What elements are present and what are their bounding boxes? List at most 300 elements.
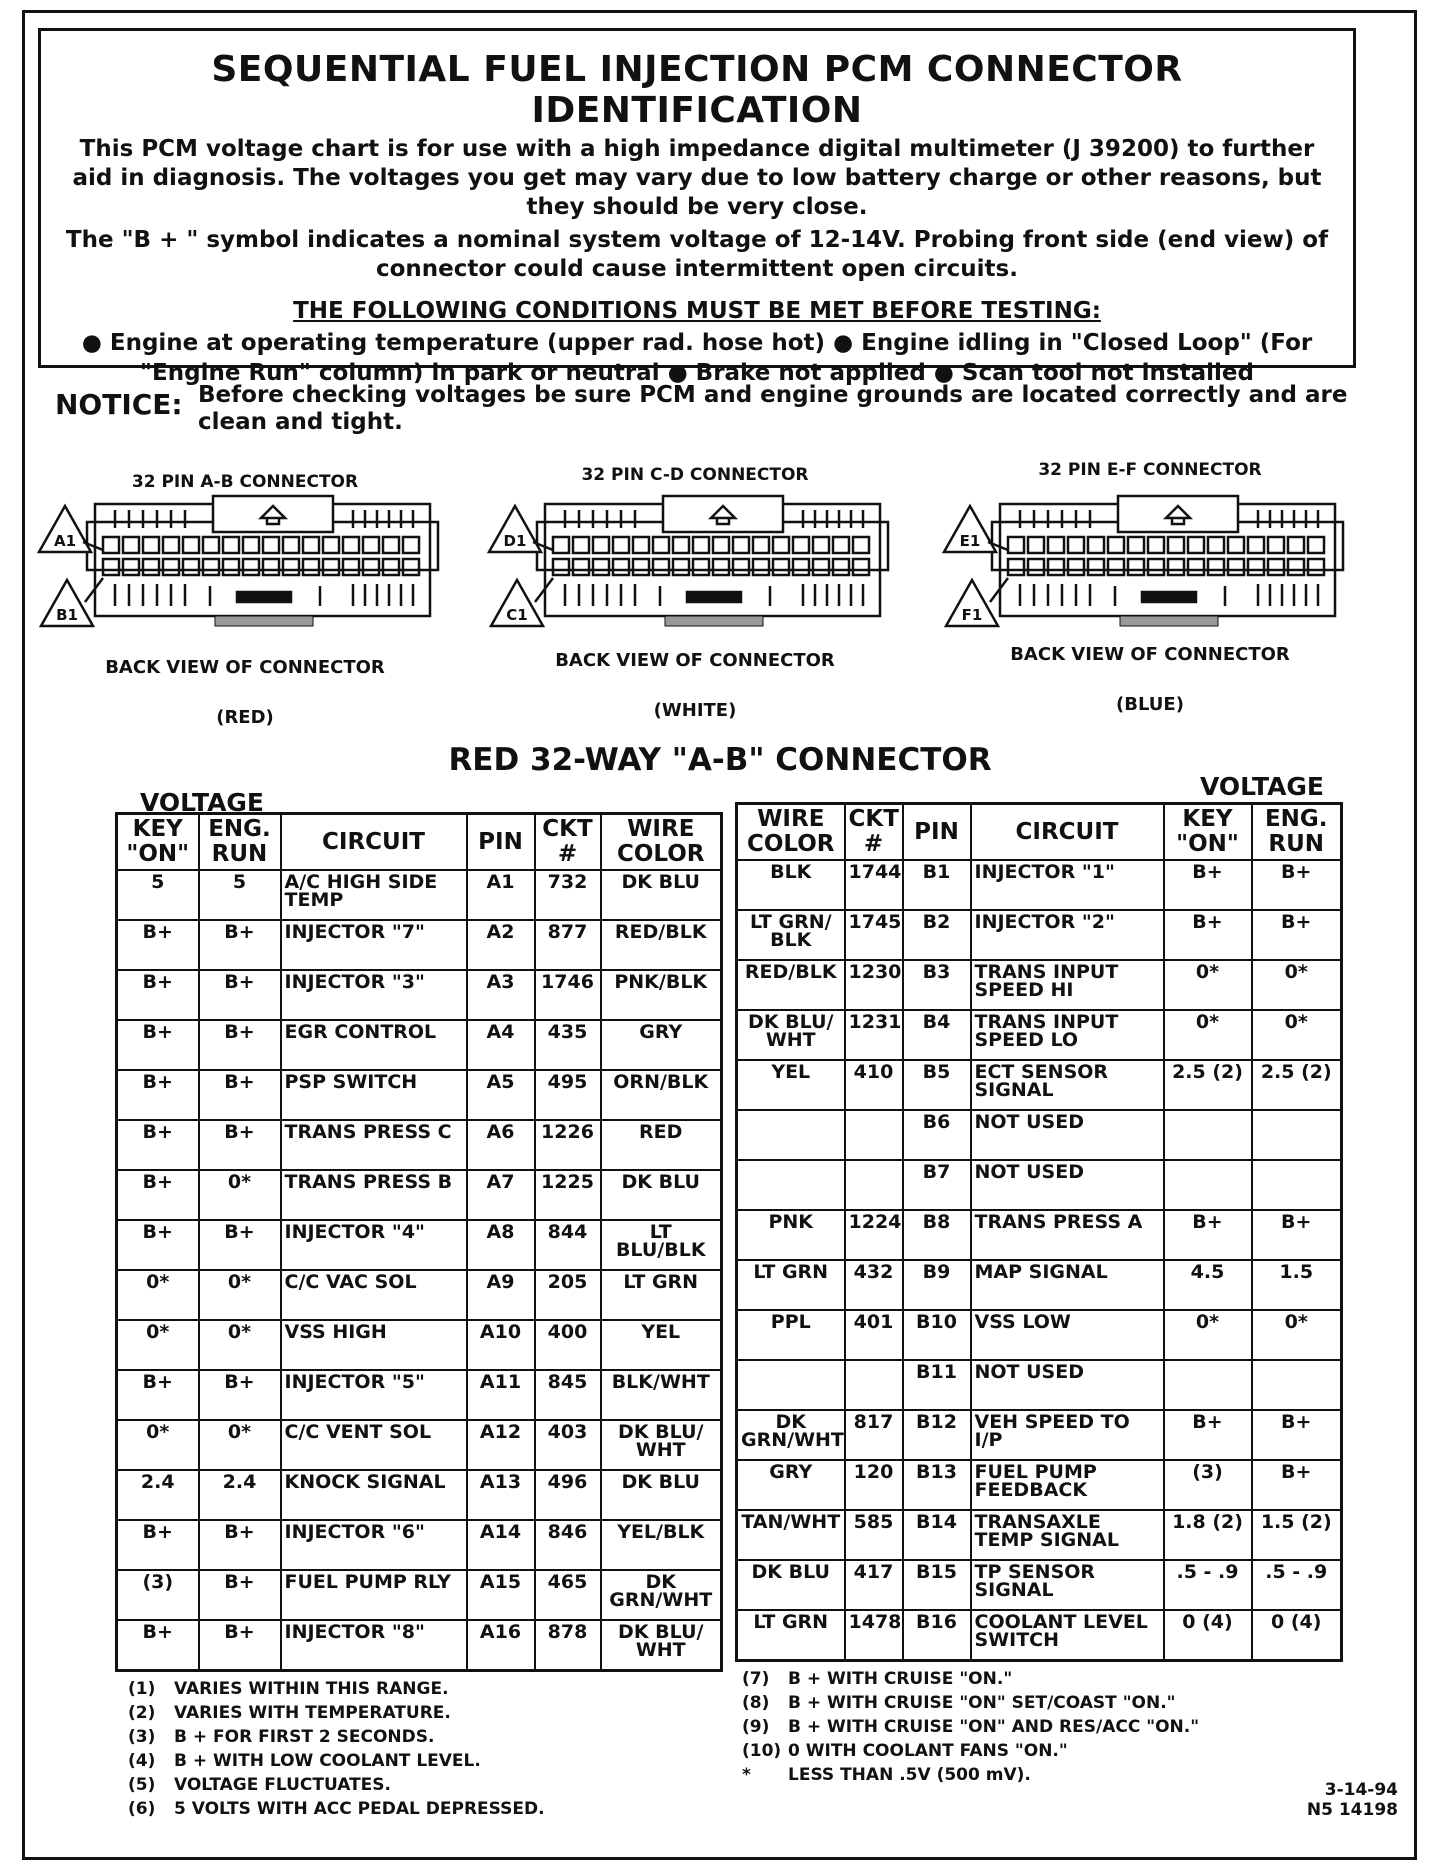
pin-cavity bbox=[203, 537, 219, 553]
pin-id: A16 bbox=[467, 1620, 535, 1671]
table-row bbox=[737, 1210, 1342, 1260]
circuit-name: INJECTOR "7" bbox=[281, 920, 467, 970]
wire-color: YEL bbox=[737, 1060, 845, 1110]
eng-run-voltage: 5 bbox=[199, 870, 281, 920]
pin-cavity bbox=[1048, 537, 1064, 553]
pin-cavity bbox=[1208, 537, 1224, 553]
circuit-name: EGR CONTROL bbox=[281, 1020, 467, 1070]
wire-color: GRY bbox=[601, 1020, 722, 1070]
pin-cavity bbox=[363, 559, 379, 575]
key-on-voltage: B+ bbox=[1164, 1210, 1252, 1260]
pin-cavity bbox=[1168, 559, 1184, 575]
section-title: RED 32-WAY "A-B" CONNECTOR bbox=[448, 742, 992, 778]
circuit-number: 400 bbox=[535, 1320, 601, 1370]
eng-run-voltage: B+ bbox=[1252, 1460, 1342, 1510]
circuit-number bbox=[845, 1110, 903, 1160]
pin-cavity bbox=[853, 537, 869, 553]
connector-ab-diagram bbox=[35, 462, 455, 732]
pin-id: A8 bbox=[467, 1220, 535, 1270]
table-row bbox=[737, 1110, 1342, 1160]
pin-cavity bbox=[1188, 559, 1204, 575]
connector-drawing bbox=[485, 482, 905, 652]
pin-cavity bbox=[653, 559, 669, 575]
pin-id: A14 bbox=[467, 1520, 535, 1570]
eng-run-voltage: 0* bbox=[199, 1420, 281, 1470]
table-row bbox=[117, 1570, 722, 1620]
circuit-number: 1745 bbox=[845, 910, 903, 960]
circuit-number: 1226 bbox=[535, 1120, 601, 1170]
pin-cavity bbox=[183, 559, 199, 575]
connector-heading: 32 PIN E-F CONNECTOR bbox=[1038, 460, 1262, 480]
header-wire-color: WIRE COLOR bbox=[601, 814, 722, 871]
circuit-number: 435 bbox=[535, 1020, 601, 1070]
table-row bbox=[737, 1510, 1342, 1560]
key-on-voltage: B+ bbox=[117, 1170, 199, 1220]
key-on-voltage: B+ bbox=[117, 970, 199, 1020]
key-on-voltage: B+ bbox=[117, 1120, 199, 1170]
circuit-name: C/C VENT SOL bbox=[281, 1420, 467, 1470]
pin-id: A4 bbox=[467, 1020, 535, 1070]
footnotes-right bbox=[742, 1667, 1199, 1787]
pin-cavity bbox=[383, 559, 399, 575]
wire-color: TAN/WHT bbox=[737, 1510, 845, 1560]
pin-id: A1 bbox=[467, 870, 535, 920]
connector-cd-diagram bbox=[485, 462, 905, 732]
pin-cavity bbox=[693, 537, 709, 553]
pin-id: B8 bbox=[903, 1210, 971, 1260]
key-on-voltage: 0* bbox=[1164, 1010, 1252, 1060]
wire-color: LT BLU/BLK bbox=[601, 1220, 722, 1270]
circuit-name: FUEL PUMP RLY bbox=[281, 1570, 467, 1620]
key-on-voltage: 0* bbox=[117, 1320, 199, 1370]
footnote-number: (8) bbox=[742, 1693, 770, 1713]
table-row bbox=[117, 1370, 722, 1420]
stamp-date: 3-14-94 bbox=[1324, 1780, 1398, 1800]
pin-cavity bbox=[143, 537, 159, 553]
footnote-number: (10) bbox=[742, 1741, 782, 1761]
pin-cavity bbox=[833, 559, 849, 575]
circuit-name: NOT USED bbox=[971, 1160, 1164, 1210]
eng-run-voltage: 1.5 (2) bbox=[1252, 1510, 1342, 1560]
key-on-voltage: B+ bbox=[1164, 1410, 1252, 1460]
table-row bbox=[117, 1220, 722, 1270]
pin-id: B5 bbox=[903, 1060, 971, 1110]
table-row bbox=[737, 1410, 1342, 1460]
pin-cavity bbox=[1048, 559, 1064, 575]
circuit-number bbox=[845, 1360, 903, 1410]
pin-cavity bbox=[1128, 559, 1144, 575]
wire-color: PNK bbox=[737, 1210, 845, 1260]
circuit-number: 410 bbox=[845, 1060, 903, 1110]
pin-cavity bbox=[143, 559, 159, 575]
pin-cavity bbox=[593, 559, 609, 575]
pin-cavity bbox=[1008, 559, 1024, 575]
pin-cavity bbox=[223, 537, 239, 553]
notice-text: Before checking voltages be sure PCM and engine grounds are located correctly and are clean and tight. bbox=[198, 382, 1348, 435]
eng-run-voltage: B+ bbox=[1252, 910, 1342, 960]
pin-id: A2 bbox=[467, 920, 535, 970]
pin-cavity bbox=[383, 537, 399, 553]
key-on-voltage bbox=[1164, 1360, 1252, 1410]
pin-cavity bbox=[1308, 537, 1324, 553]
footnote bbox=[128, 1749, 545, 1773]
wire-color: GRY bbox=[737, 1460, 845, 1510]
table-row bbox=[117, 1270, 722, 1320]
pin-cavity bbox=[713, 537, 729, 553]
eng-run-voltage: B+ bbox=[1252, 860, 1342, 910]
table-row bbox=[737, 1060, 1342, 1110]
pin-id: A6 bbox=[467, 1120, 535, 1170]
footnote-number: (4) bbox=[128, 1751, 156, 1771]
eng-run-voltage bbox=[1252, 1360, 1342, 1410]
circuit-number: 432 bbox=[845, 1260, 903, 1310]
key-on-voltage: B+ bbox=[117, 1070, 199, 1120]
footnote-text: B + WITH CRUISE "ON" SET/COAST "ON." bbox=[788, 1693, 1176, 1713]
circuit-number: 1224 bbox=[845, 1210, 903, 1260]
pin-cavity bbox=[1148, 537, 1164, 553]
circuit-number: 844 bbox=[535, 1220, 601, 1270]
footnote-text: VARIES WITHIN THIS RANGE. bbox=[174, 1679, 449, 1699]
eng-run-voltage: B+ bbox=[199, 920, 281, 970]
wire-color: ORN/BLK bbox=[601, 1070, 722, 1120]
table-row bbox=[117, 1070, 722, 1120]
pin-cavity bbox=[1268, 537, 1284, 553]
footnote-number: (6) bbox=[128, 1799, 156, 1819]
pin-cavity bbox=[243, 559, 259, 575]
pin-cavity bbox=[1108, 537, 1124, 553]
pin-id: B4 bbox=[903, 1010, 971, 1060]
key-on-voltage: (3) bbox=[117, 1570, 199, 1620]
table-row bbox=[737, 1260, 1342, 1310]
wire-color: LT GRN bbox=[737, 1610, 845, 1661]
circuit-name: VSS HIGH bbox=[281, 1320, 467, 1370]
wire-color: DK BLU/ WHT bbox=[601, 1420, 722, 1470]
circuit-name: FUEL PUMP FEEDBACK bbox=[971, 1460, 1164, 1510]
table-row bbox=[117, 970, 722, 1020]
pin-cavity bbox=[1108, 559, 1124, 575]
pin-cavity bbox=[403, 559, 419, 575]
pin-id: B16 bbox=[903, 1610, 971, 1661]
circuit-name: VEH SPEED TO I/P bbox=[971, 1410, 1164, 1460]
pin-cavity bbox=[1068, 537, 1084, 553]
footnote bbox=[742, 1763, 1199, 1787]
footnote bbox=[128, 1773, 545, 1797]
table-row bbox=[117, 1320, 722, 1370]
pin-id: A10 bbox=[467, 1320, 535, 1370]
pin-id: B3 bbox=[903, 960, 971, 1010]
pin-cavity bbox=[303, 537, 319, 553]
eng-run-voltage bbox=[1252, 1160, 1342, 1210]
key-on-voltage: 0* bbox=[1164, 960, 1252, 1010]
pin-cavity bbox=[123, 559, 139, 575]
eng-run-voltage: B+ bbox=[199, 1520, 281, 1570]
footnote-number: (7) bbox=[742, 1669, 770, 1689]
pin-cavity bbox=[1008, 537, 1024, 553]
connector-drawing bbox=[35, 482, 455, 652]
pin-id: B2 bbox=[903, 910, 971, 960]
pin-cavity bbox=[343, 537, 359, 553]
circuit-number: 496 bbox=[535, 1470, 601, 1520]
circuit-name: INJECTOR "6" bbox=[281, 1520, 467, 1570]
circuit-number: 1225 bbox=[535, 1170, 601, 1220]
circuit-name: TRANS PRESS C bbox=[281, 1120, 467, 1170]
table-row bbox=[117, 1420, 722, 1470]
footnote bbox=[128, 1677, 545, 1701]
circuit-name: ECT SENSOR SIGNAL bbox=[971, 1060, 1164, 1110]
footnote-number: (9) bbox=[742, 1717, 770, 1737]
circuit-name: INJECTOR "3" bbox=[281, 970, 467, 1020]
pin-cavity bbox=[633, 559, 649, 575]
wire-color: DK GRN/WHT bbox=[737, 1410, 845, 1460]
eng-run-voltage: B+ bbox=[199, 1070, 281, 1120]
wire-color: YEL bbox=[601, 1320, 722, 1370]
eng-run-voltage: .5 - .9 bbox=[1252, 1560, 1342, 1610]
pin-label-top: E1 bbox=[959, 532, 981, 550]
pin-id: B13 bbox=[903, 1460, 971, 1510]
eng-run-voltage: 0 (4) bbox=[1252, 1610, 1342, 1661]
pin-cavity bbox=[103, 559, 119, 575]
pin-cavity bbox=[283, 537, 299, 553]
eng-run-voltage: B+ bbox=[199, 1570, 281, 1620]
pin-cavity bbox=[103, 537, 119, 553]
pin-cavity bbox=[853, 559, 869, 575]
circuit-number: 417 bbox=[845, 1560, 903, 1610]
wire-color: DK BLU/ WHT bbox=[737, 1010, 845, 1060]
pin-id: A5 bbox=[467, 1070, 535, 1120]
connector-heading: 32 PIN A-B CONNECTOR bbox=[131, 472, 359, 492]
table-row bbox=[117, 1120, 722, 1170]
pin-cavity bbox=[283, 559, 299, 575]
key-on-voltage bbox=[1164, 1160, 1252, 1210]
pin-id: B11 bbox=[903, 1360, 971, 1410]
wire-color: DK BLU bbox=[601, 1470, 722, 1520]
pin-cavity bbox=[1308, 559, 1324, 575]
table-row bbox=[737, 860, 1342, 910]
pin-cavity bbox=[1128, 537, 1144, 553]
footnote bbox=[742, 1739, 1199, 1763]
pin-cavity bbox=[593, 537, 609, 553]
circuit-name: MAP SIGNAL bbox=[971, 1260, 1164, 1310]
circuit-number: 732 bbox=[535, 870, 601, 920]
eng-run-voltage bbox=[1252, 1110, 1342, 1160]
connector-view-label: BACK VIEW OF CONNECTOR bbox=[105, 657, 385, 678]
pin-cavity bbox=[1228, 537, 1244, 553]
footnote-text: B + WITH LOW COOLANT LEVEL. bbox=[174, 1751, 481, 1771]
eng-run-voltage: B+ bbox=[199, 1620, 281, 1671]
pin-cavity bbox=[713, 559, 729, 575]
footnote-text: B + FOR FIRST 2 SECONDS. bbox=[174, 1727, 435, 1747]
footnote-text: VARIES WITH TEMPERATURE. bbox=[174, 1703, 451, 1723]
pin-cavity bbox=[753, 559, 769, 575]
wire-color: LT GRN bbox=[601, 1270, 722, 1320]
circuit-name: INJECTOR "2" bbox=[971, 910, 1164, 960]
pin-id: B1 bbox=[903, 860, 971, 910]
key-on-voltage: 5 bbox=[117, 870, 199, 920]
key-on-voltage: 1.8 (2) bbox=[1164, 1510, 1252, 1560]
key-on-voltage: 2.4 bbox=[117, 1470, 199, 1520]
conditions-text: ● Engine at operating temperature (upper rad. hose hot) ● Engine idling in "Closed Loop" (For "Engine Run" column) in park or neutral ● Brake not applied ● Scan tool not installed bbox=[81, 330, 1313, 386]
footnote-number: (5) bbox=[128, 1775, 156, 1795]
pin-id: A15 bbox=[467, 1570, 535, 1620]
pin-cavity bbox=[1088, 559, 1104, 575]
header-pin: PIN bbox=[467, 814, 535, 871]
eng-run-voltage: 2.5 (2) bbox=[1252, 1060, 1342, 1110]
pin-id: A11 bbox=[467, 1370, 535, 1420]
wire-color: BLK/WHT bbox=[601, 1370, 722, 1420]
eng-run-voltage: B+ bbox=[199, 1020, 281, 1070]
pin-cavity bbox=[1208, 559, 1224, 575]
header-key-on: KEY "ON" bbox=[117, 814, 199, 871]
footnote-text: B + WITH CRUISE "ON." bbox=[788, 1669, 1013, 1689]
connector-drawing bbox=[940, 482, 1360, 652]
pin-cavity bbox=[323, 559, 339, 575]
b-pins-table bbox=[735, 802, 1343, 1662]
footnote-text: 5 VOLTS WITH ACC PEDAL DEPRESSED. bbox=[174, 1799, 545, 1819]
pin-cavity bbox=[1168, 537, 1184, 553]
pin-cavity bbox=[773, 559, 789, 575]
pin-id: B9 bbox=[903, 1260, 971, 1310]
key-on-voltage: (3) bbox=[1164, 1460, 1252, 1510]
circuit-name: COOLANT LEVEL SWITCH bbox=[971, 1610, 1164, 1661]
wire-color: DK BLU/ WHT bbox=[601, 1620, 722, 1671]
key-on-voltage: B+ bbox=[117, 1520, 199, 1570]
pin-cavity bbox=[163, 537, 179, 553]
pin-cavity bbox=[323, 537, 339, 553]
circuit-name: INJECTOR "8" bbox=[281, 1620, 467, 1671]
circuit-number: 1230 bbox=[845, 960, 903, 1010]
circuit-number: 817 bbox=[845, 1410, 903, 1460]
pin-cavity bbox=[223, 559, 239, 575]
circuit-number: 877 bbox=[535, 920, 601, 970]
eng-run-voltage: B+ bbox=[1252, 1410, 1342, 1460]
pin-cavity bbox=[203, 559, 219, 575]
key-on-voltage: B+ bbox=[117, 1020, 199, 1070]
circuit-name: A/C HIGH SIDE TEMP bbox=[281, 870, 467, 920]
circuit-name: TRANS INPUT SPEED LO bbox=[971, 1010, 1164, 1060]
pin-label-top: A1 bbox=[53, 532, 77, 550]
eng-run-voltage: B+ bbox=[199, 1220, 281, 1270]
circuit-number: 401 bbox=[845, 1310, 903, 1360]
pin-id: A13 bbox=[467, 1470, 535, 1520]
circuit-name: VSS LOW bbox=[971, 1310, 1164, 1360]
circuit-number: 1231 bbox=[845, 1010, 903, 1060]
pin-cavity bbox=[1288, 559, 1304, 575]
table-row bbox=[737, 1560, 1342, 1610]
circuit-number: 120 bbox=[845, 1460, 903, 1510]
pin-cavity bbox=[673, 537, 689, 553]
wire-color: DK GRN/WHT bbox=[601, 1570, 722, 1620]
pin-cavity bbox=[243, 537, 259, 553]
pin-label-bottom: C1 bbox=[506, 606, 528, 624]
table-row bbox=[737, 1310, 1342, 1360]
circuit-name: INJECTOR "1" bbox=[971, 860, 1164, 910]
eng-run-voltage: 0* bbox=[199, 1170, 281, 1220]
intro-paragraph: This PCM voltage chart is for use with a high impedance digital multimeter (J 39200) to further aid in diagnosis. The voltages you get may vary due to low battery charge or other reasons, but they should be very close. bbox=[72, 136, 1322, 220]
wire-color bbox=[737, 1360, 845, 1410]
circuit-number: 878 bbox=[535, 1620, 601, 1671]
pin-id: B6 bbox=[903, 1110, 971, 1160]
connector-color-label: (WHITE) bbox=[653, 700, 737, 721]
pin-cavity bbox=[263, 537, 279, 553]
circuit-number: 465 bbox=[535, 1570, 601, 1620]
footnote-number: (1) bbox=[128, 1679, 156, 1699]
wire-color: DK BLU bbox=[737, 1560, 845, 1610]
footnote-text: LESS THAN .5V (500 mV). bbox=[788, 1765, 1031, 1785]
pin-cavity bbox=[793, 537, 809, 553]
circuit-name: TRANSAXLE TEMP SIGNAL bbox=[971, 1510, 1164, 1560]
table-row bbox=[117, 1620, 722, 1671]
wire-color: DK BLU bbox=[601, 1170, 722, 1220]
wire-color: PPL bbox=[737, 1310, 845, 1360]
table-row bbox=[117, 1520, 722, 1570]
circuit-name: C/C VAC SOL bbox=[281, 1270, 467, 1320]
circuit-name: INJECTOR "4" bbox=[281, 1220, 467, 1270]
key-on-voltage: 0* bbox=[1164, 1310, 1252, 1360]
pin-cavity bbox=[1088, 537, 1104, 553]
footnote-number: (3) bbox=[128, 1727, 156, 1747]
table-row bbox=[737, 1010, 1342, 1060]
circuit-name: NOT USED bbox=[971, 1360, 1164, 1410]
pin-cavity bbox=[343, 559, 359, 575]
circuit-name: TP SENSOR SIGNAL bbox=[971, 1560, 1164, 1610]
pin-cavity bbox=[263, 559, 279, 575]
pin-id: B12 bbox=[903, 1410, 971, 1460]
stamp-code: N5 14198 bbox=[1306, 1800, 1398, 1820]
header-box bbox=[38, 28, 1356, 386]
eng-run-voltage: 0* bbox=[1252, 1010, 1342, 1060]
eng-run-voltage: 2.4 bbox=[199, 1470, 281, 1520]
circuit-name: TRANS PRESS B bbox=[281, 1170, 467, 1220]
pin-cavity bbox=[633, 537, 649, 553]
header-key-on: KEY "ON" bbox=[1164, 804, 1252, 861]
circuit-number: 495 bbox=[535, 1070, 601, 1120]
header-circuit: CIRCUIT bbox=[281, 814, 467, 871]
key-on-voltage: B+ bbox=[117, 1370, 199, 1420]
pin-cavity bbox=[403, 537, 419, 553]
connector-ef-diagram bbox=[940, 462, 1360, 732]
pin-cavity bbox=[613, 559, 629, 575]
eng-run-voltage: B+ bbox=[199, 1120, 281, 1170]
footnotes-left bbox=[128, 1677, 545, 1821]
circuit-name: TRANS INPUT SPEED HI bbox=[971, 960, 1164, 1010]
pin-cavity bbox=[753, 537, 769, 553]
pin-cavity bbox=[793, 559, 809, 575]
document-stamp bbox=[1307, 1780, 1398, 1820]
table-row bbox=[737, 1160, 1342, 1210]
connector-heading: 32 PIN C-D CONNECTOR bbox=[581, 465, 809, 485]
pin-cavity bbox=[813, 537, 829, 553]
pin-id: B14 bbox=[903, 1510, 971, 1560]
table-row bbox=[737, 1460, 1342, 1510]
pin-label-top: D1 bbox=[503, 532, 527, 550]
table-row bbox=[117, 1470, 722, 1520]
table-row bbox=[117, 1020, 722, 1070]
circuit-name: KNOCK SIGNAL bbox=[281, 1470, 467, 1520]
pin-cavity bbox=[613, 537, 629, 553]
footnote bbox=[128, 1701, 545, 1725]
header-ckt: CKT # bbox=[535, 814, 601, 871]
circuit-name: NOT USED bbox=[971, 1110, 1164, 1160]
pin-id: B15 bbox=[903, 1560, 971, 1610]
circuit-number: 845 bbox=[535, 1370, 601, 1420]
footnote-text: VOLTAGE FLUCTUATES. bbox=[174, 1775, 391, 1795]
footnote-text: 0 WITH COOLANT FANS "ON." bbox=[788, 1741, 1068, 1761]
pin-cavity bbox=[1148, 559, 1164, 575]
pin-cavity bbox=[1028, 559, 1044, 575]
pin-cavity bbox=[183, 537, 199, 553]
circuit-number: 846 bbox=[535, 1520, 601, 1570]
key-on-voltage: 0* bbox=[117, 1270, 199, 1320]
